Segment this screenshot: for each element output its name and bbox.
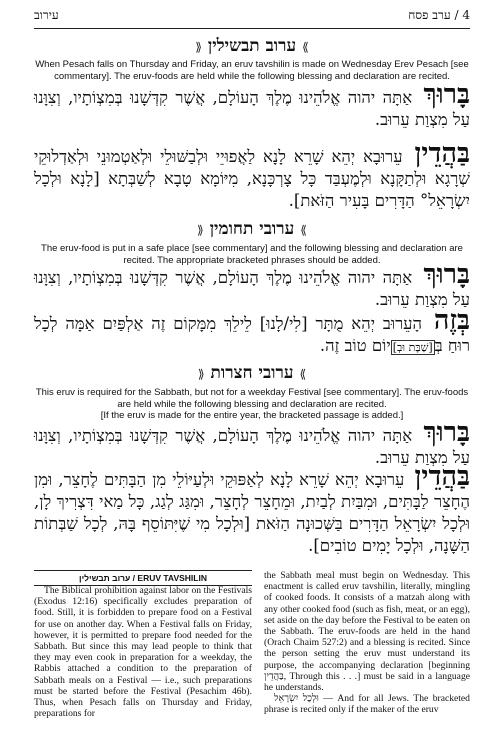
section-title-text: ערובי חצרות: [210, 363, 294, 383]
commentary-paragraph: the Sabbath meal must begin on Wednesday. This enactment is called eruv tavshilin, literally, mingling of cooked foods. It consists of a matzah along with any other cooked food (such as fish, meat, or an egg), set aside on the day before the Festival to be eaten on the Sabbath. The eruv-foods are held in the hand (Orach Chaim 527:2) and a blessing is recited. Since the person setting the eruv must understand its purpose, the accompanying declaration [beginning בַּהֲדֵין, Through this . . .] must be said in a language he understands.: [264, 570, 470, 694]
declaration-text: [34, 305, 470, 359]
commentary-paragraph: The Biblical prohibition against labor on the Festivals (Exodus 12:16) specifically excludes preparation of food. Still, it is forbidden to prepare food on a Festival for use on another day. When a Festival falls on Friday, however, it is permitted to prepare food needed for the Sabbath. But since this may lead people to think that they may even cook in preparation for a weekday, the Rabbis attached a condition to the preparation of Sabbath meals on a Festival — i.e., such preparations must be started before the Festival (Pesachim 46b). Thus, when Pesach falls on Thursday and Friday, preparations for: [34, 585, 252, 720]
section-title-eruvei-chatzeiros: [34, 363, 470, 383]
declaration-body-end: יוֹם טוֹב זֶה.: [319, 336, 391, 355]
declaration-text: [34, 138, 470, 212]
commentary-paragraph: וּלְכָל יִשְׂרָאֵל — And for all Jews. The bracketed phrase is recited only if the maker of the eruv: [264, 693, 470, 716]
page-folio: 4 / ערב פסח: [408, 8, 470, 22]
ornament-icon: ⟫: [300, 223, 307, 237]
blessing-lead-word: בָּרוּךְ: [423, 79, 470, 110]
declaration-body: עֵרוּבָא יְהֵא שָׁרֵא לָנָא לַאֲפוּיֵי וּלְבַשּׁוּלֵי וּלְאַטְמוּנֵי וּלְאַדְלוּקֵי שְׁרָגָא וּלְתַקָּנָא וּלְמֶעְבַּד כָּל צָרְכָּנָא, מִיּוֹמָא טָבָא לְשַׁבְּתָא [לָנָא וּלְכָל יִשְׂרָאֵל° הַדָּרִים בָּעִיר הַזֹּאת].: [34, 147, 470, 210]
ornament-icon: ⟪: [197, 223, 204, 237]
blessing-text: [34, 417, 470, 469]
ornament-icon: ⟫: [302, 40, 309, 54]
instruction-text: The eruv-food is put in a safe place [see commentary] and the following blessing and declaration are recited. The appropriate bracketed phrases should be added.: [41, 243, 463, 266]
instruction-line: This eruv is required for the Sabbath, but not for a weekday Festival [see commentary]. The eruv-foods are held while the following blessing and declaration are recited.: [35, 387, 469, 410]
section-title-text: ערובי תחומין: [209, 219, 295, 239]
section-title-eruvei-techumin: [34, 219, 470, 239]
commentary-header: ערוב תבשילין / ERUV TAVSHILIN: [34, 570, 252, 586]
declaration-lead-word: בְּזֶה: [433, 305, 470, 336]
section-title-eruv-tavshilin: [34, 36, 470, 56]
declaration-lead-word: בַּהֲדֵין: [414, 461, 470, 492]
instruction-line: [If the eruv is made for the entire year, the bracketed passage is added.]: [100, 410, 404, 421]
blessing-lead-word: בָּרוּךְ: [423, 259, 470, 290]
ornament-icon: ⟫: [299, 367, 307, 381]
instruction-text: When Pesach falls on Thursday and Friday, an eruv tavshilin is made on Wednesday Erev Pesach [see commentary]. The eruv-foods are held while the following blessing and declaration are recited.: [35, 59, 469, 82]
declaration-body-start: הָעֵרוּב יְהֵא מֻתָּר [לִי/לָנוּ] לֵילֵךְ מִמָּקוֹם זֶה אַלְפַּיִם אַמָּה לְכָל רוּחַ בְּ: [34, 314, 470, 355]
commentary-column-right: [264, 570, 470, 716]
blessing-body: אַתָּה יהוה אֱלֹהֵינוּ מֶלֶךְ הָעוֹלָם, אֲשֶׁר קִדְּשָׁנוּ בְּמִצְוֹתָיו, וְצִוָּנוּ עַל מִצְוַת עֵרוּב.: [34, 426, 470, 467]
instruction-text: [34, 387, 470, 422]
blessing-text: [34, 79, 470, 131]
blessing-text: [34, 259, 470, 311]
blessing-body: אַתָּה יהוה אֱלֹהֵינוּ מֶלֶךְ הָעוֹלָם, אֲשֶׁר קִדְּשָׁנוּ בְּמִצְוֹתָיו, וְצִוָּנוּ עַל מִצְוַת עֵרוּב.: [34, 88, 470, 129]
declaration-lead-word: בַּהֲדֵין: [414, 138, 470, 169]
section-name: עירוב: [34, 8, 59, 22]
blessing-body: אַתָּה יהוה אֱלֹהֵינוּ מֶלֶךְ הָעוֹלָם, אֲשֶׁר קִדְּשָׁנוּ בְּמִצְוֹתָיו, וְצִוָּנוּ עַל מִצְוַת עֵרוּב.: [34, 268, 470, 309]
ornament-icon: ⟪: [197, 367, 205, 381]
header-rule: [34, 28, 470, 29]
section-title-text: ערוב תבשילין: [207, 36, 297, 56]
running-head: [34, 8, 470, 26]
blessing-lead-word: בָּרוּךְ: [423, 417, 470, 448]
ornament-icon: ⟪: [195, 40, 202, 54]
commentary-column-left: [34, 585, 252, 719]
declaration-body: עֵרוּבָא יְהֵא שָׁרֵא לָנָא לְאַפּוּקֵי וּלְעַיּוֹלֵי מִן הַבָּתִּים לֶחָצֵר, וּמִן הֶחָצֵר לַבָּתִּים, וּמִבַּיִת לְבַיִת, וּמֵחָצֵר לְחָצֵר, וּמִגַּג לְגַג, כָּל מַאי דִּצְרִיךְ לָן, וּלְכָל יִשְׂרָאֵל הַדָּרִים בַּשְּׁכוּנָה הַזֹּאת [וּלְכָל מִי שֶׁיִּתּוֹסֵף בָּהּ, לְכָל שַׁבְּתוֹת הַשָּׁנָה, וּלְכָל יָמִים טוֹבִים].: [34, 470, 470, 555]
declaration-text: [34, 461, 470, 557]
bracketed-box: [שַׁבָּת וּבְ]: [392, 341, 433, 354]
